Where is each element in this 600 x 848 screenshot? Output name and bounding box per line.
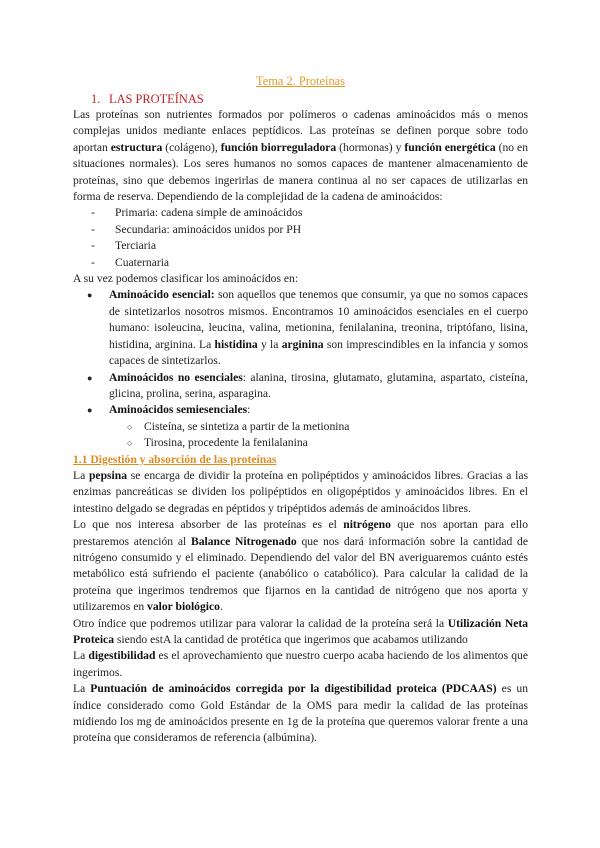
- semiessential-sublist: [73, 419, 528, 452]
- bold-term: función energética: [404, 140, 496, 154]
- bold-term: función biorreguladora: [220, 140, 337, 154]
- classify-intro: A su vez podemos clasificar los aminoácidos en:: [73, 272, 299, 286]
- list-item: - Terciaria: [73, 238, 528, 254]
- list-item-nonessential: ● Aminoácidos no esenciales: alanina, tirosina, glutamato, glutamina, aspartato, cisteína, glicina, prolina, serina, asparagina.: [87, 370, 528, 400]
- circle-bullet-icon: ○: [127, 438, 133, 449]
- section-heading-proteins: [91, 91, 528, 107]
- paragraph-pepsin: La pepsina se encarga de dividir la proteína en polipéptidos y aminoácidos libres. Gracias a las enzimas pancreáticas se dividen los polipéptidos en oligopéptidos y aminoácidos libres. En el intestino delgado se degradas en péptidos y tripéptidos además de aminoácidos libres.: [73, 468, 528, 515]
- paragraph-nitrogen: Lo que nos interesa absorber de las proteínas es el nitrógeno que nos aportan para ello prestaremos atención al Balance Nitrogenado que nos dará información sobre la cantidad de nitrógeno consumido y el eliminado. Dependiendo del valor del BN averiguaremos cuánto estés metabólico está sufriendo el paciente (anabólico o catabólico). Para calcular la calidad de la proteína que ingerimos tendremos que fijarnos en la cantidad de nitrógeno que nos aporta y utilizaremos en valor biológico.: [73, 518, 528, 614]
- sub-list-item: ○ Cisteína, se sintetiza a partir de la metionina: [73, 419, 528, 435]
- paragraph-net-protein-utilization: Otro índice que podremos utilizar para valorar la calidad de la proteína será la Utilización Neta Proteica siendo estA la cantidad de protética que ingerimos que acabamos utilizando: [73, 616, 528, 646]
- list-item: - Secundaria: aminoácidos unidos por PH: [73, 222, 528, 238]
- bold-term: estructura: [110, 140, 163, 154]
- paragraph-pdcaas: La Puntuación de aminoácidos corregida por la digestibilidad proteica (PDCAAS) es un índice considerado como Gold Estándar de la OMS para medir la calidad de las proteínas midiendo los mg de aminoácidos presente en 1g de la proteína que queremos valorar frente a una proteína que consideramos de referencia (albúmina).: [73, 682, 528, 745]
- circle-bullet-icon: ○: [127, 421, 133, 432]
- list-item-essential: ● Aminoácido esencial: son aquellos que tenemos que consumir, ya que no somos capaces de sintetizarlos nosotros mismos. Encontramos 10 aminoácidos esenciales en el cuerpo humano: isoleucina, leucina, valina, metionina, fenilalanina, treonina, triptófano, lisina, histidina, arginina. La histidina y la arginina son imprescindibles en la infancia y somos capaces de sintetizarlos.: [87, 288, 529, 368]
- sub-list-item: ○ Tirosina, procedente la fenilalanina: [73, 435, 528, 451]
- list-item: - Cuaternaria: [73, 255, 528, 271]
- section-title: LAS PROTEÍNAS: [109, 92, 204, 106]
- amino-type-list: [73, 287, 528, 418]
- list-item-semiessential: ● Aminoácidos semiesenciales:: [73, 402, 528, 418]
- bullet-icon: ●: [87, 290, 93, 301]
- list-item: - Primaria: cadena simple de aminoácidos: [73, 205, 528, 221]
- bullet-icon: ●: [87, 405, 93, 416]
- section-number: 1.: [91, 92, 101, 106]
- subsection-heading-digestion: 1.1 Digestión y absorción de las proteínas: [73, 452, 277, 466]
- bullet-icon: ●: [87, 372, 93, 383]
- intro-paragraph: Las proteínas son nutrientes formados por polímeros o cadenas aminoácidos más o menos complejas unidos mediante enlaces peptídicos. Las proteínas se definen porque sobre todo aportan estructura (colágeno), función biorreguladora (hormonas) y función energética (no en situaciones normales). Los seres humanos no somos capaces de mantener almacenamiento de proteínas, sino que debemos ingerirlas de manera continua al no ser capaces de utilizarlas en forma de reserva. Dependiendo de la complejidad de la cadena de aminoácidos:: [73, 108, 528, 204]
- paragraph-digestibility: La digestibilidad es el aprovechamiento que nuestro cuerpo acaba haciendo de los alimentos que ingerimos.: [73, 649, 528, 679]
- document-title: Tema 2. Proteínas: [256, 74, 345, 88]
- structure-list: [73, 205, 528, 271]
